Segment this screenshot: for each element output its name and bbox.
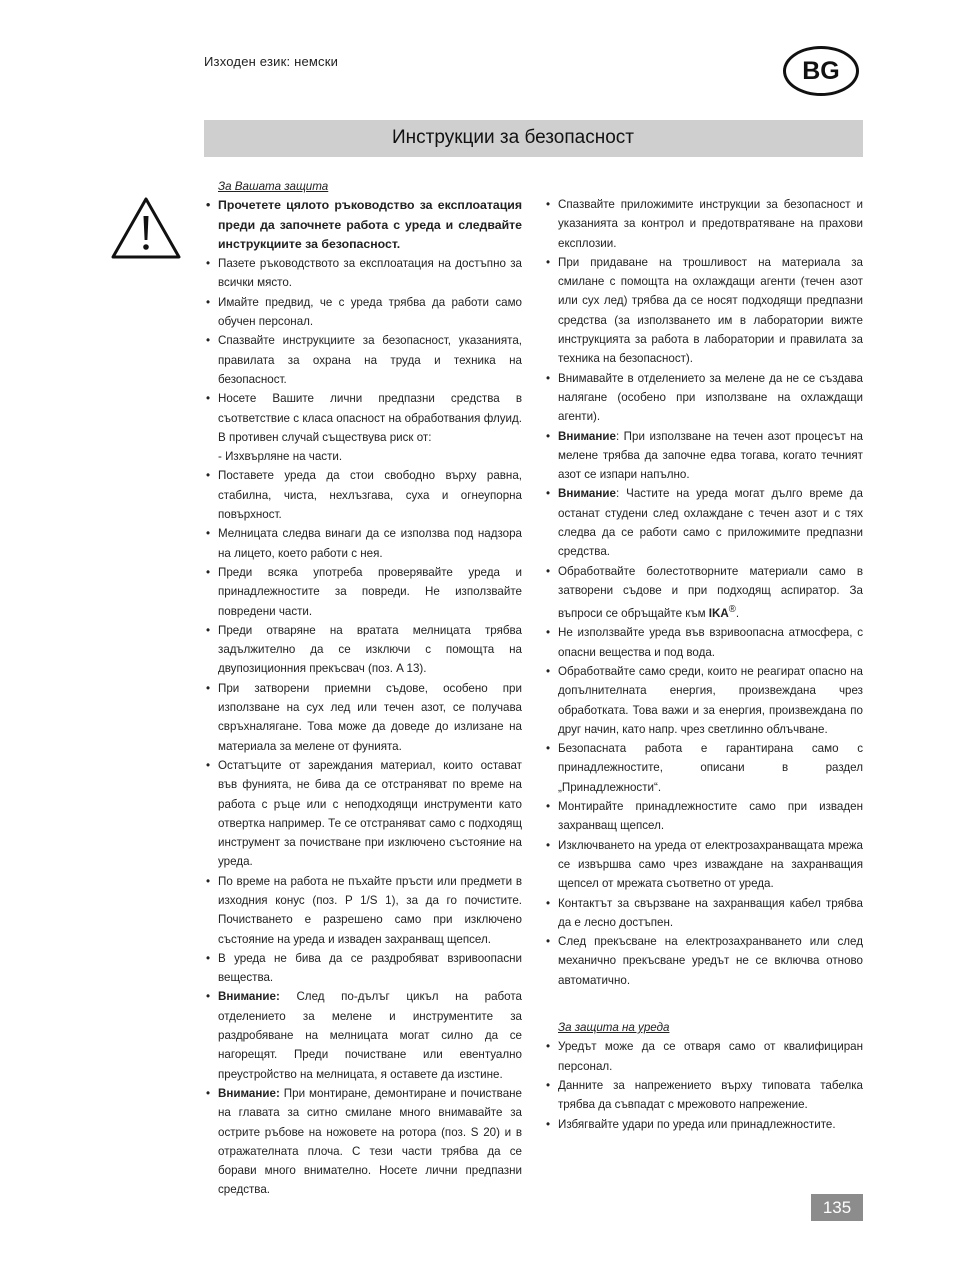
list-item: • Уредът може да се отваря само от квалифициран персонал. (544, 1037, 863, 1076)
list-item-text: Носете Вашите лични предпазни средства в съответствие с класа опасност на обработвания флуид. В противен случай съществува риск от: (218, 392, 522, 444)
language-badge: BG (783, 46, 859, 96)
subheading-personal-protection: За Вашата защита (218, 180, 329, 193)
right-column (544, 195, 863, 1134)
list-item: • Данните за напрежението върху типовата табелка трябва да съвпадат с мрежовото напрежение. (544, 1076, 863, 1115)
section-title-bar (204, 120, 863, 157)
left-column (204, 177, 522, 1200)
list-item: • Поставете уреда да стои свободно върху равна, стабилна, чиста, нехлъзгава, суха и огнеупорна повърхност. (204, 466, 522, 524)
list-item: • Контактът за свързване на захранващия кабел трябва да е лесно достъпен. (544, 894, 863, 933)
list-item: • Монтирайте принадлежностите само при изваден захранващ щепсел. (544, 797, 863, 836)
list-item: • Не използвайте уреда във взривоопасна атмосфера, с опасни вещества и под вода. (544, 623, 863, 662)
attention-label: Внимание: (218, 1086, 280, 1100)
list-item: • При затворени приемни съдове, особено при използване на сух лед или течен азот, се получава свръхналягане. Това може да доведе до излизане на материала за мелене от фунията. (204, 679, 522, 756)
list-item: • След прекъсване на електрозахранването или след механично прекъсване уредът не се включва отново автоматично. (544, 932, 863, 990)
list-item: • Спазвайте инструкциите за безопасност, указанията, правилата за охрана на труда и техника на безопасност. (204, 331, 522, 389)
list-item: • Прочетете цялото ръководство за експлоатация преди да започнете работа с уреда и следвайте инструкциите за безопасност. (204, 196, 522, 254)
attention-text: : При използване на течен азот процесът на мелене трябва да започне едва тогава, когато течният азот се изпари напълно. (558, 429, 863, 482)
list-item: • Избягвайте удари по уреда или принадлежностите. (544, 1115, 863, 1134)
page-number: 135 (811, 1194, 863, 1221)
list-item: • Спазвайте приложимите инструкции за безопасност и указанията за контрол и предотвратяване на прахови експлозии. (544, 195, 863, 253)
source-language-note: Изходен език: немски (204, 54, 339, 69)
list-item: • Имайте предвид, че с уреда трябва да работи само обучен персонал. (204, 293, 522, 332)
list-item: • Остатъците от зареждания материал, които остават във фунията, не бива да се отстраняват по време на работа с ръце или с неподходящи инструменти като отвертка например. Те се отстраняват само с подходящ инструмент за почистване при изключено състояние на уреда. (204, 756, 522, 872)
list-item: • Внимавайте в отделението за мелене да не се създава налягане (особено при използване на охлаждащи агенти). (544, 369, 863, 427)
warning-triangle-icon (110, 196, 182, 260)
list-item: • Преди всяка употреба проверявайте уреда и принадлежностите за повреди. Не използвайте повредени части. (204, 563, 522, 621)
attention-label: Внимание: (218, 990, 280, 1004)
attention-text: При монтиране, демонтиране и почистване на главата за ситно смилане много внимавайте за острите ръбове на ножовете на ротора (поз. S 20) и в отражателната плоча. С тези части трябва да се борави много внимателно. Носете лични предпазни средства. (218, 1086, 522, 1197)
attention-item (204, 987, 522, 1083)
attention-label: Внимание (558, 487, 616, 501)
list-item: • Безопасната работа е гарантирана само с принадлежностите, описани в раздел „Принадлежности“. (544, 739, 863, 797)
attention-item (544, 427, 863, 485)
attention-label: Внимание (558, 429, 616, 443)
list-item: • Обработвайте болестотворните материали само в затворени съдове и при подходящ аспиратор. За въпроси се обръщайте към IKA®. (544, 562, 863, 624)
brand-registered-mark: ® (728, 604, 736, 616)
attention-text: След по-дълъг цикъл на работа отделението за мелене и инструментите за раздробяване на мелницата могат силно да се нагорещят. Преди почистване или евентуално преустройство на мелницата, я оставете да изстине. (218, 990, 522, 1081)
attention-item (204, 1084, 522, 1200)
list-item: • Обработвайте само среди, които не реагират опасно на допълнителната енергия, произвеждана чрез обработката. Това важи и за енергия, произвеждана по друг начин, като напр. чрез светлинно облъчване. (544, 662, 863, 739)
subheading-device-protection: За защита на уреда (558, 1021, 670, 1035)
list-item (204, 389, 522, 466)
list-item: • По време на работа не пъхайте пръсти или предмети в изходния конус (поз. P 1/S 1), за да го почистите. Почистването е разрешено само при изключено състояние на уреда и изваден захранващ щепсел. (204, 872, 522, 949)
list-item-text: Обработвайте болестотворните материали само в затворени съдове и при подходящ аспиратор. За въпроси се обръщайте към (558, 564, 863, 621)
list-item: • Мелницата следва винаги да се използва под надзора на лицето, което работи с нея. (204, 524, 522, 563)
list-item: • В уреда не бива да се раздробяват взривоопасни вещества. (204, 949, 522, 988)
attention-item (544, 484, 863, 561)
list-item: • Пазете ръководството за експлоатация на достъпно за всички място. (204, 254, 522, 293)
list-item: • При придаване на трошливост на материала за смилане с помощта на охлаждащи агенти (течен азот или сух лед) трябва да се носят подходящи предпазни средства (за използването им в лаборатории вижте инструкцията за работа в лаборатории и правилата за техника на безопасност). (544, 253, 863, 369)
page-title: Инструкции за безопасност (392, 127, 634, 148)
list-item: • Изключването на уреда от електрозахранващата мрежа се извършва само чрез изваждане на захранващия щепсел от мрежата съответно от уреда. (544, 836, 863, 894)
brand-name: IKA (708, 607, 729, 621)
list-item: • Преди отваряне на вратата мелницата трябва задължително да се изключи с помощта на двупозиционния прекъсвач (поз. A 13). (204, 621, 522, 679)
attention-text: : Частите на уреда могат дълго време да останат студени след охлаждане с течен азот и с тях следва да се работи само с приложимите предпазни средства. (558, 487, 863, 559)
risk-subitem: - Изхвърляне на части. (218, 450, 343, 464)
